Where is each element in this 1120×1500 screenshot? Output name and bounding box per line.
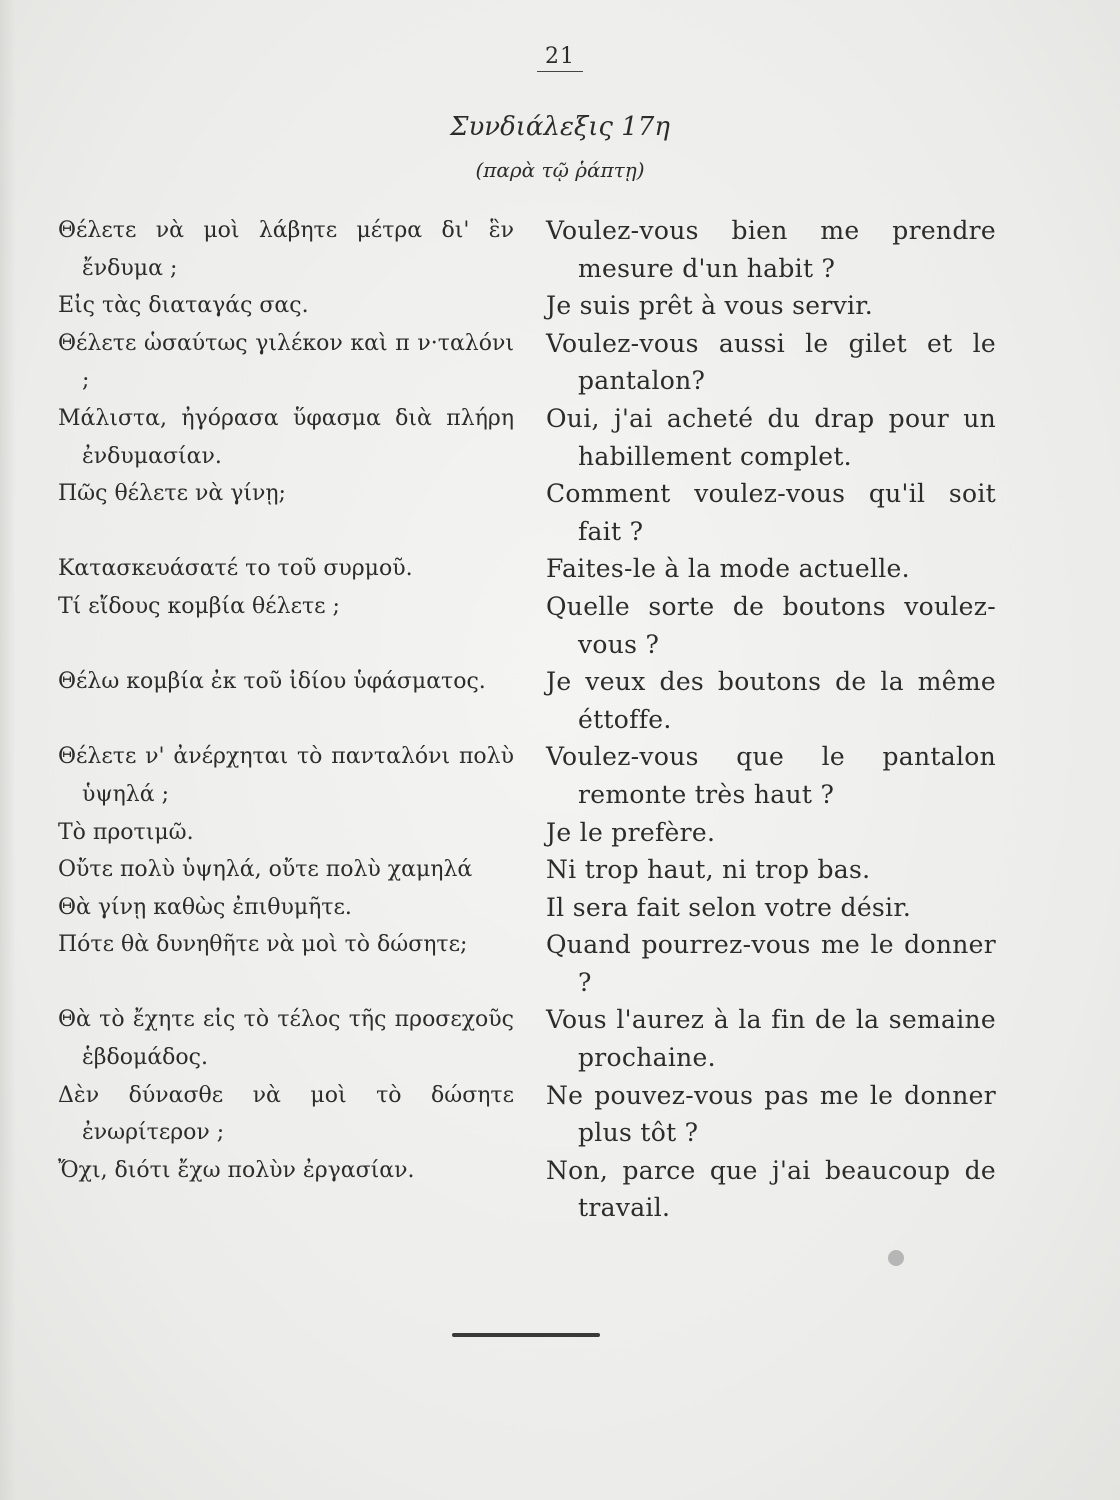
- page-number: [0, 44, 1120, 69]
- greek-line: Μάλιστα, ἠγόρασα ὕφασμα διὰ πλήρη ἐνδυμασίαν.: [58, 405, 514, 469]
- greek-line: Τὸ προτιμῶ.: [58, 819, 194, 845]
- greek-line: Δὲν δύνασθε νὰ μοὶ τὸ δώσητε ἐνωρίτερον ;: [58, 1082, 514, 1146]
- french-line: Je le prefère.: [546, 817, 716, 847]
- dialogue-row: [58, 926, 1008, 1001]
- french-line: Non, parce que j'ai beaucoup de travail.: [546, 1155, 996, 1223]
- dialogue-row: [58, 814, 1008, 852]
- dialogue-row: [58, 663, 1008, 738]
- greek-line: Εἰς τὰς διαταγάς σας.: [58, 293, 309, 319]
- dialogue-row: [58, 212, 1008, 287]
- french-line: Je suis prêt à vous servir.: [546, 291, 874, 321]
- dialogue-row: [58, 588, 1008, 663]
- greek-line: Πότε θὰ δυνηθῆτε νὰ μοὶ τὸ δώσητε;: [58, 932, 468, 958]
- greek-line: Θέλετε νὰ μοὶ λάβητε μέτρα δι' ἓν ἔνδυμα ;: [58, 218, 514, 281]
- dialogue-subtitle: (παρὰ τῷ ῥάπτῃ): [475, 158, 645, 182]
- greek-line: Ὄχι, διότι ἔχω πολὺν ἐργασίαν.: [58, 1157, 415, 1183]
- dialogue-row: [58, 400, 1008, 475]
- french-line: Ni trop haut, ni trop bas.: [546, 855, 871, 885]
- greek-line: Κατασκευάσατέ το τοῦ συρμοῦ.: [58, 556, 413, 582]
- dialogue-row: [58, 1077, 1008, 1152]
- dialogue-row: [58, 287, 1008, 325]
- greek-line: Πῶς θέλετε νὰ γίνῃ;: [58, 481, 286, 507]
- dialogue-row: [58, 889, 1008, 927]
- french-line: Oui, j'ai acheté du drap pour un habillement complet.: [546, 403, 996, 471]
- greek-line: Θὰ τὸ ἔχητε εἰς τὸ τέλος τῆς προσεχοῦς ἑβδομάδος.: [58, 1007, 514, 1071]
- greek-line: Θέλω κομβία ἐκ τοῦ ἰδίου ὑφάσματος.: [58, 669, 486, 695]
- french-line: Voulez-vous bien me prendre mesure d'un habit ?: [546, 216, 996, 283]
- french-line: Comment voulez-vous qu'il soit fait ?: [546, 479, 996, 546]
- greek-line: Θέλετε ὡσαύτως γιλέκον καὶ π ν·ταλόνι ;: [58, 330, 514, 394]
- closing-rule: [452, 1333, 600, 1337]
- french-line: Ne pouvez-vous pas me le donner plus tôt ?: [546, 1080, 996, 1148]
- french-line: Quand pourrez-vous me le donner ?: [546, 930, 996, 997]
- french-line: Je veux des boutons de la même éttoffe.: [546, 667, 996, 734]
- french-line: Il sera fait selon votre désir.: [546, 892, 912, 922]
- dialogue-row: [58, 475, 1008, 550]
- dialogue-row: [58, 1152, 1008, 1227]
- french-line: Voulez-vous que le pantalon remonte très haut ?: [546, 742, 996, 809]
- dialogue-table: [58, 212, 1008, 1227]
- dialogue-row: [58, 1001, 1008, 1076]
- page-edge-shadow: [0, 0, 16, 1500]
- ink-spot: [888, 1250, 904, 1266]
- dialogue-row: [58, 738, 1008, 813]
- page-number-text: 21: [537, 44, 583, 72]
- greek-line: Οὔτε πολὺ ὑψηλά, οὔτε πολὺ χαμηλά: [58, 857, 473, 883]
- french-line: Quelle sorte de boutons voulez-vous ?: [546, 591, 996, 659]
- dialogue-title: Συνδιάλεξις 17η: [450, 112, 670, 142]
- greek-line: Θέλετε ν' ἀνέρχηται τὸ πανταλόνι πολὺ ὑψηλά ;: [58, 744, 514, 807]
- greek-line: Τί εἴδους κομβία θέλετε ;: [58, 593, 340, 619]
- dialogue-row: [58, 325, 1008, 400]
- dialogue-row: [58, 851, 1008, 889]
- dialogue-row: [58, 550, 1008, 588]
- french-line: Faites-le à la mode actuelle.: [546, 554, 910, 584]
- french-line: Vous l'aurez à la fin de la semaine prochaine.: [546, 1005, 996, 1073]
- greek-line: Θὰ γίνῃ καθὼς ἐπιθυμῆτε.: [58, 894, 352, 920]
- french-line: Voulez-vous aussi le gilet et le pantalon?: [546, 328, 996, 396]
